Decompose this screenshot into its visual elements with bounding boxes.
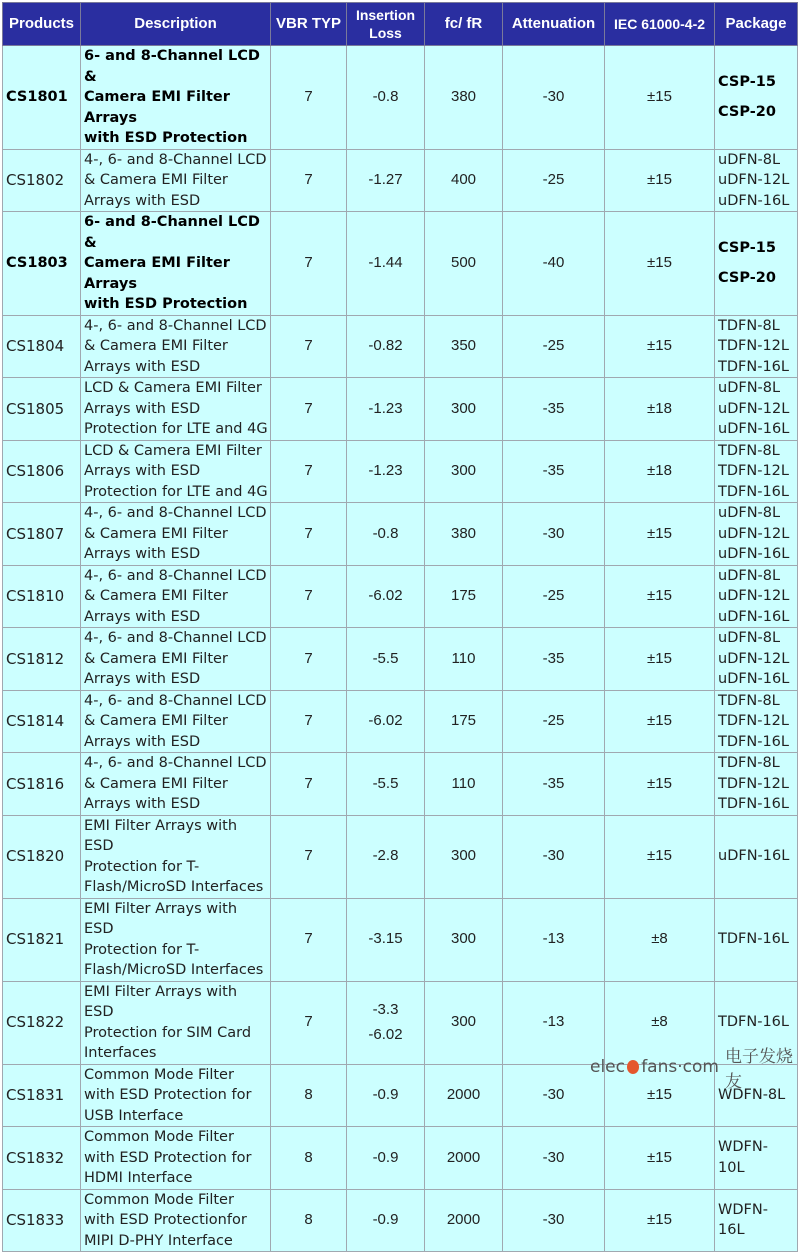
description-line: Arrays with ESD [84, 358, 201, 375]
table-row [3, 1127, 798, 1190]
fc-cell: 300 [425, 378, 503, 441]
package-cell [715, 628, 798, 691]
fc-cell: 300 [425, 440, 503, 503]
description-cell [81, 690, 271, 753]
insertion-loss-value: -0.9 [372, 1086, 399, 1103]
description-cell [81, 46, 271, 150]
insertion-loss-value: -5.5 [372, 774, 399, 792]
iec-cell: ±15 [605, 46, 715, 150]
attenuation-cell: -25 [503, 565, 605, 628]
watermark-suffix: ·com [677, 1057, 719, 1077]
description-line: Arrays with ESD [84, 608, 201, 625]
insertion-loss-value: -3.3 [372, 1000, 399, 1018]
insertion-loss-cell [347, 898, 425, 981]
insertion-loss-cell [347, 1127, 425, 1190]
insertion-loss-cell [347, 1064, 425, 1127]
description-line: Protection for T- [84, 941, 200, 958]
product-cell: CS1801 [3, 46, 81, 150]
package-value: uDFN-8L [718, 505, 781, 521]
iec-cell: ±15 [605, 149, 715, 212]
product-cell: CS1804 [3, 315, 81, 378]
attenuation-cell: -30 [503, 46, 605, 150]
insertion-loss-value: -1.23 [368, 462, 403, 479]
package-value: WDFN-8L [718, 1087, 786, 1103]
fc-cell: 2000 [425, 1064, 503, 1127]
product-cell: CS1802 [3, 149, 81, 212]
fc-cell: 2000 [425, 1127, 503, 1190]
attenuation-cell: -13 [503, 898, 605, 981]
iec-cell: ±15 [605, 212, 715, 316]
description-line: with ESD Protectionfor [84, 1212, 247, 1228]
package-cell [715, 753, 798, 816]
package-value: uDFN-16L [718, 546, 790, 562]
description-line: LCD & Camera EMI Filter [84, 380, 262, 396]
insertion-loss-value: -2.8 [372, 847, 399, 865]
vbr-cell: 7 [271, 981, 347, 1064]
package-cell [715, 898, 798, 981]
description-line: Flash/MicroSD Interfaces [84, 962, 264, 978]
insertion-loss-cell [347, 628, 425, 691]
package-value: CSP-15 [718, 240, 776, 257]
attenuation-cell: -35 [503, 440, 605, 503]
fc-cell: 110 [425, 628, 503, 691]
table-row [3, 315, 798, 378]
header-vbr: VBR TYP [271, 3, 347, 46]
iec-cell: ±18 [605, 378, 715, 441]
product-cell: CS1807 [3, 503, 81, 566]
package-value: uDFN-16L [718, 421, 790, 437]
vbr-cell: 7 [271, 628, 347, 691]
insertion-loss-value: -6.02 [368, 1026, 403, 1043]
package-cell [715, 503, 798, 566]
package-value: uDFN-12L [718, 650, 790, 667]
package-value: TDFN-8L [718, 317, 780, 334]
description-line: 4-, 6- and 8-Channel LCD [84, 151, 267, 168]
iec-cell: ±15 [605, 1064, 715, 1127]
description-line: Common Mode Filter [84, 1066, 234, 1083]
product-cell: CS1814 [3, 690, 81, 753]
package-value: TDFN-16L [718, 796, 789, 812]
package-value: 16L [718, 1222, 745, 1239]
vbr-cell: 7 [271, 753, 347, 816]
description-line: 6- and 8-Channel LCD & [84, 214, 260, 251]
description-cell [81, 315, 271, 378]
header-iec: IEC 61000-4-2 [605, 3, 715, 46]
product-cell: CS1820 [3, 815, 81, 898]
insertion-loss-cell [347, 149, 425, 212]
package-cell [715, 46, 798, 150]
package-value: TDFN-12L [718, 713, 789, 729]
package-value: uDFN-8L [718, 151, 781, 168]
package-value: uDFN-16L [718, 671, 790, 687]
package-value: uDFN-12L [718, 588, 790, 604]
watermark-brand: elec [590, 1057, 625, 1077]
attenuation-cell: -13 [503, 981, 605, 1064]
description-line: 4-, 6- and 8-Channel LCD [84, 630, 267, 646]
description-cell [81, 628, 271, 691]
package-value: TDFN-8L [718, 755, 780, 771]
description-line: USB Interface [84, 1107, 184, 1124]
header-attenuation: Attenuation [503, 3, 605, 46]
product-cell: CS1810 [3, 565, 81, 628]
product-cell: CS1833 [3, 1189, 81, 1252]
table-row [3, 212, 798, 316]
package-cell [715, 1127, 798, 1190]
description-cell [81, 565, 271, 628]
table-row [3, 46, 798, 150]
vbr-cell: 8 [271, 1064, 347, 1127]
fc-cell: 300 [425, 815, 503, 898]
header-products: Products [3, 3, 81, 46]
package-cell [715, 212, 798, 316]
package-value: TDFN-12L [718, 775, 789, 792]
package-value: uDFN-8L [718, 567, 781, 584]
attenuation-cell: -35 [503, 378, 605, 441]
description-line: EMI Filter Arrays with ESD [84, 817, 238, 854]
description-line: 6- and 8-Channel LCD & [84, 48, 260, 85]
vbr-cell: 8 [271, 1189, 347, 1252]
insertion-loss-cell [347, 503, 425, 566]
package-value: WDFN- [718, 1201, 768, 1218]
product-cell: CS1812 [3, 628, 81, 691]
package-value: uDFN-8L [718, 630, 781, 646]
insertion-loss-cell [347, 981, 425, 1064]
insertion-loss-cell [347, 565, 425, 628]
fc-cell: 2000 [425, 1189, 503, 1252]
description-line: Arrays with ESD [84, 463, 201, 479]
description-line: & Camera EMI Filter [84, 588, 228, 604]
description-line: Protection for SIM Card [84, 1024, 252, 1041]
package-value: TDFN-8L [718, 442, 780, 459]
attenuation-cell: -25 [503, 149, 605, 212]
description-line: Protection for LTE and 4G [84, 421, 268, 437]
description-line: Common Mode Filter [84, 1129, 234, 1145]
fc-cell: 380 [425, 503, 503, 566]
description-line: Arrays with ESD [84, 546, 201, 562]
iec-cell: ±15 [605, 1189, 715, 1252]
attenuation-cell: -30 [503, 1189, 605, 1252]
description-cell [81, 149, 271, 212]
insertion-loss-cell [347, 46, 425, 150]
product-cell: CS1806 [3, 440, 81, 503]
description-line: MIPI D-PHY Interface [84, 1232, 233, 1249]
description-line: LCD & Camera EMI Filter [84, 442, 262, 459]
package-value: uDFN-16L [718, 848, 790, 865]
header-fc: fc/ fR [425, 3, 503, 46]
package-value: uDFN-8L [718, 380, 781, 396]
package-value: CSP-20 [718, 269, 776, 286]
description-line: Protection for T- [84, 858, 200, 875]
package-value: uDFN-16L [718, 608, 790, 625]
package-value: CSP-15 [718, 74, 776, 91]
product-cell: CS1822 [3, 981, 81, 1064]
insertion-loss-value: -0.8 [372, 524, 399, 542]
vbr-cell: 7 [271, 440, 347, 503]
package-cell [715, 378, 798, 441]
description-line: Interfaces [84, 1045, 157, 1061]
description-cell [81, 1189, 271, 1252]
description-line: Protection for LTE and 4G [84, 483, 268, 500]
insertion-loss-cell [347, 378, 425, 441]
vbr-cell: 7 [271, 565, 347, 628]
package-value: TDFN-16L [718, 1014, 789, 1031]
package-value: 10L [718, 1159, 745, 1176]
package-cell [715, 815, 798, 898]
watermark-brand2: fans [641, 1057, 678, 1077]
watermark [590, 1042, 799, 1092]
insertion-loss-value: -6.02 [368, 587, 403, 604]
fc-cell: 110 [425, 753, 503, 816]
package-cell [715, 565, 798, 628]
description-cell [81, 981, 271, 1064]
iec-cell: ±18 [605, 440, 715, 503]
description-line: EMI Filter Arrays with ESD [84, 900, 238, 937]
description-line: Camera EMI Filter Arrays [84, 255, 230, 292]
description-line: EMI Filter Arrays with ESD [84, 983, 238, 1020]
attenuation-cell: -40 [503, 212, 605, 316]
description-line: Arrays with ESD [84, 671, 201, 687]
vbr-cell: 7 [271, 212, 347, 316]
package-value: TDFN-12L [718, 463, 789, 479]
product-cell: CS1803 [3, 212, 81, 316]
package-cell [715, 440, 798, 503]
package-cell [715, 1189, 798, 1252]
attenuation-cell: -35 [503, 628, 605, 691]
insertion-loss-cell [347, 753, 425, 816]
description-line: Common Mode Filter [84, 1191, 234, 1208]
package-cell [715, 690, 798, 753]
header-description: Description [81, 3, 271, 46]
attenuation-cell: -30 [503, 503, 605, 566]
iec-cell: ±15 [605, 628, 715, 691]
header-package: Package [715, 3, 798, 46]
description-cell [81, 815, 271, 898]
description-line: 4-, 6- and 8-Channel LCD [84, 692, 267, 709]
insertion-loss-cell [347, 212, 425, 316]
insertion-loss-value: -6.02 [368, 712, 403, 729]
vbr-cell: 8 [271, 1127, 347, 1190]
insertion-loss-value: -3.15 [368, 930, 403, 948]
package-value: CSP-20 [718, 103, 776, 120]
insertion-loss-cell [347, 690, 425, 753]
vbr-cell: 7 [271, 149, 347, 212]
fc-cell: 175 [425, 565, 503, 628]
product-cell: CS1832 [3, 1127, 81, 1190]
product-cell: CS1805 [3, 378, 81, 441]
package-cell [715, 149, 798, 212]
vbr-cell: 7 [271, 503, 347, 566]
description-cell [81, 503, 271, 566]
package-value: TDFN-12L [718, 338, 789, 354]
product-cell: CS1821 [3, 898, 81, 981]
package-value: TDFN-16L [718, 483, 789, 500]
watermark-cn: 电子发烧友 [724, 1047, 793, 1092]
fc-cell: 175 [425, 690, 503, 753]
insertion-loss-cell [347, 315, 425, 378]
description-line: Flash/MicroSD Interfaces [84, 879, 264, 895]
description-line: with ESD Protection for [84, 1149, 252, 1166]
description-line: 4-, 6- and 8-Channel LCD [84, 505, 267, 521]
iec-cell: ±15 [605, 315, 715, 378]
vbr-cell: 7 [271, 815, 347, 898]
fc-cell: 500 [425, 212, 503, 316]
table-row [3, 753, 798, 816]
insertion-loss-value: -1.27 [368, 171, 403, 188]
package-value: uDFN-12L [718, 172, 790, 188]
description-line: with ESD Protection [84, 130, 248, 146]
attenuation-cell: -25 [503, 315, 605, 378]
description-line: HDMI Interface [84, 1170, 193, 1186]
package-value: TDFN-8L [718, 692, 780, 709]
table-row [3, 440, 798, 503]
attenuation-cell: -30 [503, 1064, 605, 1127]
attenuation-cell: -30 [503, 1127, 605, 1190]
insertion-loss-cell [347, 815, 425, 898]
description-line: & Camera EMI Filter [84, 172, 228, 188]
description-line: & Camera EMI Filter [84, 775, 228, 792]
attenuation-cell: -25 [503, 690, 605, 753]
package-cell [715, 315, 798, 378]
iec-cell: ±15 [605, 690, 715, 753]
package-value: uDFN-12L [718, 400, 790, 417]
vbr-cell: 7 [271, 46, 347, 150]
description-line: Camera EMI Filter Arrays [84, 89, 230, 126]
table-row [3, 628, 798, 691]
table-row [3, 565, 798, 628]
insertion-loss-value: -0.82 [368, 337, 403, 354]
insertion-loss-value: -0.9 [372, 1211, 399, 1228]
table-row [3, 503, 798, 566]
description-line: & Camera EMI Filter [84, 338, 228, 354]
description-line: 4-, 6- and 8-Channel LCD [84, 567, 267, 584]
package-value: uDFN-16L [718, 192, 790, 209]
table-row [3, 149, 798, 212]
description-line: 4-, 6- and 8-Channel LCD [84, 317, 267, 334]
description-line: Arrays with ESD [84, 192, 201, 209]
vbr-cell: 7 [271, 690, 347, 753]
vbr-cell: 7 [271, 378, 347, 441]
header-row [3, 3, 798, 46]
header-insertion-loss: Insertion Loss [347, 3, 425, 46]
package-value: WDFN- [718, 1139, 768, 1156]
insertion-loss-value: -1.44 [368, 254, 403, 271]
table-row [3, 1189, 798, 1252]
package-value: TDFN-16L [718, 358, 789, 375]
iec-cell: ±8 [605, 981, 715, 1064]
fc-cell: 350 [425, 315, 503, 378]
insertion-loss-cell [347, 1189, 425, 1252]
fc-cell: 400 [425, 149, 503, 212]
description-line: Arrays with ESD [84, 400, 201, 417]
description-line: 4-, 6- and 8-Channel LCD [84, 755, 267, 771]
table-row [3, 690, 798, 753]
table-row [3, 378, 798, 441]
package-value: TDFN-16L [718, 733, 789, 750]
description-cell [81, 440, 271, 503]
vbr-cell: 7 [271, 315, 347, 378]
description-cell [81, 1064, 271, 1127]
iec-cell: ±15 [605, 565, 715, 628]
iec-cell: ±15 [605, 753, 715, 816]
attenuation-cell: -30 [503, 815, 605, 898]
description-line: with ESD Protection [84, 296, 248, 312]
description-line: with ESD Protection for [84, 1087, 252, 1103]
description-cell [81, 1127, 271, 1190]
iec-cell: ±15 [605, 503, 715, 566]
fc-cell: 380 [425, 46, 503, 150]
fc-cell: 300 [425, 981, 503, 1064]
package-value: uDFN-12L [718, 525, 790, 542]
description-cell [81, 898, 271, 981]
description-line: & Camera EMI Filter [84, 525, 228, 542]
package-value: TDFN-16L [718, 931, 789, 948]
description-line: Arrays with ESD [84, 733, 201, 750]
vbr-cell: 7 [271, 898, 347, 981]
insertion-loss-value: -5.5 [372, 649, 399, 667]
iec-cell: ±15 [605, 1127, 715, 1190]
description-cell [81, 212, 271, 316]
fc-cell: 300 [425, 898, 503, 981]
description-line: & Camera EMI Filter [84, 650, 228, 667]
description-cell [81, 753, 271, 816]
description-cell [81, 378, 271, 441]
insertion-loss-value: -0.8 [372, 88, 399, 105]
table-row [3, 898, 798, 981]
insertion-loss-cell [347, 440, 425, 503]
watermark-logo-icon [627, 1060, 639, 1074]
product-cell: CS1816 [3, 753, 81, 816]
iec-cell: ±15 [605, 815, 715, 898]
iec-cell: ±8 [605, 898, 715, 981]
insertion-loss-value: -0.9 [372, 1148, 399, 1166]
table-row [3, 815, 798, 898]
description-line: Arrays with ESD [84, 796, 201, 812]
description-line: & Camera EMI Filter [84, 713, 228, 729]
product-cell: CS1831 [3, 1064, 81, 1127]
insertion-loss-value: -1.23 [368, 399, 403, 417]
attenuation-cell: -35 [503, 753, 605, 816]
